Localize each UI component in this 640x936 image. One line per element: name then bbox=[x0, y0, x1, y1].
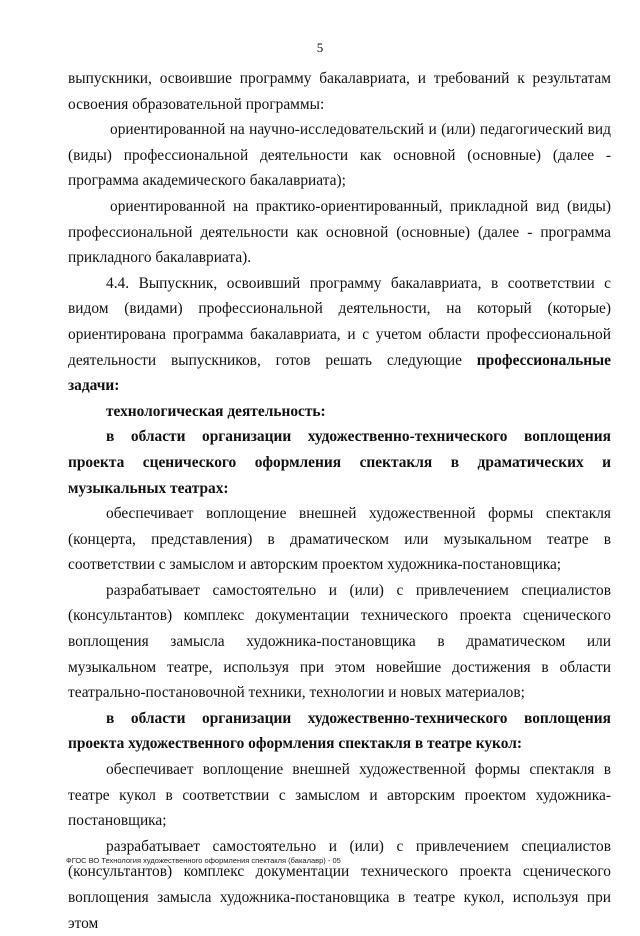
heading-puppet-theatre: в области организации художественно-технического воплощения проекта художественного оформления спектакля в театре кукол: bbox=[68, 709, 611, 753]
heading-technological-activity: технологическая деятельность: bbox=[106, 402, 326, 420]
paragraph-task-drama-2: разрабатывает самостоятельно и (или) с привлечением специалистов (консультантов) комплекс документации технического проекта сценического воплощения замысла художника-постановщика в драматическом или музыкальном театре, используя при этом новейшие достижения в области театрально-постановочной техники, технологии и новых материалов; bbox=[68, 581, 611, 702]
heading-drama-music-theatre: в области организации художественно-технического воплощения проекта сценического оформления спектакля в драматических и музыкальных театрах: bbox=[68, 428, 611, 497]
paragraph-4-4-text: 4.4. Выпускник, освоивший программу бакалавриата, в соответствии с видом (видами) профессиональной деятельности, на который (которые) ориентирована программа бакалавриата, и с учетом области профессиональной деятельности выпускников, готов решать следующие bbox=[68, 274, 611, 369]
document-body bbox=[68, 66, 611, 936]
paragraph-4-4 bbox=[68, 271, 611, 399]
page-number: 5 bbox=[316, 40, 324, 55]
paragraph-continuation: выпускники, освоившие программу бакалавриата, и требований к результатам освоения образовательной программы: bbox=[68, 70, 611, 113]
page-footer: ФГОС ВО Технология художественного оформления спектакля (бакалавр) - 05 bbox=[66, 856, 341, 865]
professional-tasks-term: профессиональные задачи: bbox=[68, 351, 611, 395]
paragraph-applied-bachelor: ориентированной на практико-ориентированный, прикладной вид (виды) профессиональной деятельности как основной (основные) (далее - программа прикладного бакалавриата). bbox=[68, 197, 611, 267]
paragraph-task-puppet-2: разрабатывает самостоятельно и (или) с привлечением специалистов (консультантов) комплекс документации технического проекта сценического воплощения замысла художника-постановщика в театре кукол, используя при этом bbox=[68, 837, 611, 932]
paragraph-task-drama-1: обеспечивает воплощение внешней художественной формы спектакля (концерта, представления) в драматическом или музыкальном театре в соответствии с замыслом и авторским проектом художника-постановщика; bbox=[68, 505, 611, 574]
paragraph-task-puppet-1: обеспечивает воплощение внешней художественной формы спектакля в театре кукол в соответствии с замыслом и авторским проектом художника-постановщика; bbox=[68, 761, 611, 830]
paragraph-academic-bachelor: ориентированной на научно-исследовательский и (или) педагогический вид (виды) профессиональной деятельности как основной (основные) (далее - программа академического бакалавриата); bbox=[68, 121, 611, 190]
